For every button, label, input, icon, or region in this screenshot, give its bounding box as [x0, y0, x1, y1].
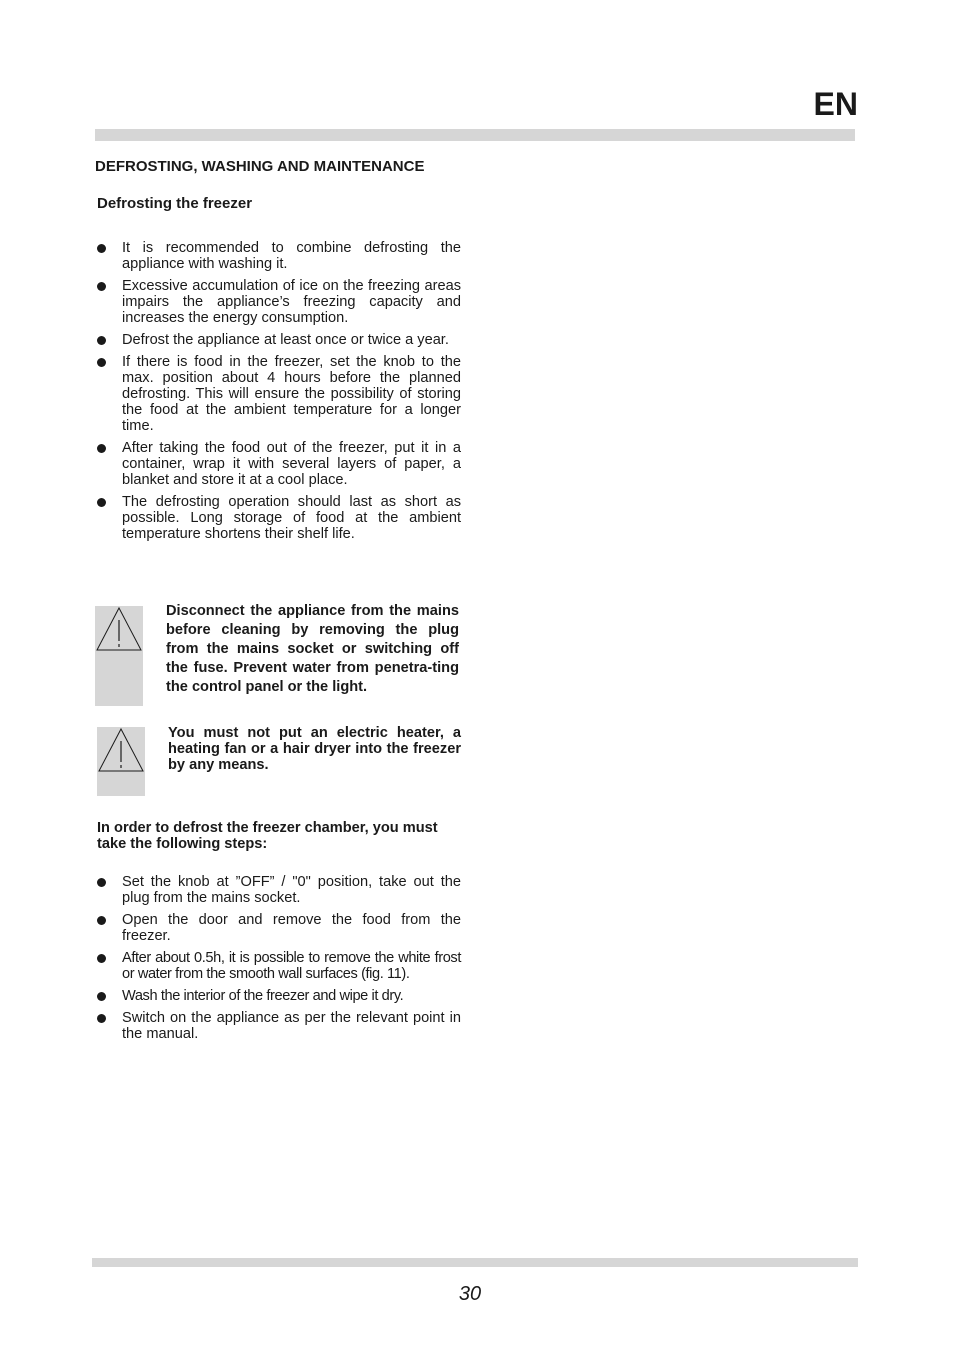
bullet-icon	[97, 282, 106, 291]
list-item: After taking the food out of the freezer, put it in a container, wrap it with several layers of paper, a blanket and store it at a cool place.	[97, 440, 461, 488]
page-number: 30	[458, 1283, 482, 1305]
steps-intro: In order to defrost the freezer chamber, you must take the following steps:	[97, 820, 438, 852]
warning-triangle-icon	[95, 606, 143, 654]
defrost-steps-list	[97, 874, 461, 1048]
warning-box	[95, 606, 143, 706]
subsection-title: Defrosting the freezer	[97, 195, 253, 212]
footer-divider	[92, 1258, 858, 1267]
warning-text-heater: You must not put an electric heater, a heating fan or a hair dryer into the freezer by any means.	[168, 725, 461, 773]
bullet-icon	[97, 954, 106, 963]
list-item: It is recommended to combine defrosting the appliance with washing it.	[97, 240, 461, 272]
list-item: Set the knob at ”OFF” / "0" position, take out the plug from the mains socket.	[97, 874, 461, 906]
warning-box	[97, 727, 145, 796]
warning-text-disconnect: Disconnect the appliance from the mains before cleaning by removing the plug from the mains socket or switching off the fuse. Prevent water from penetra-ting the control panel or the light.	[166, 603, 459, 695]
bullet-icon	[97, 244, 106, 253]
list-item: Switch on the appliance as per the relevant point in the manual.	[97, 1010, 461, 1042]
list-item: Wash the interior of the freezer and wipe it dry.	[97, 988, 461, 1004]
bullet-icon	[97, 1014, 106, 1023]
list-item: Open the door and remove the food from the freezer.	[97, 912, 461, 944]
bullet-icon	[97, 336, 106, 345]
list-item: If there is food in the freezer, set the knob to the max. position about 4 hours before the planned defrosting. This will ensure the possibility of storing the food at the ambient temperature for a longer time.	[97, 354, 461, 434]
warning-triangle-icon	[97, 727, 145, 775]
bullet-icon	[97, 358, 106, 367]
section-title: DEFROSTING, WASHING AND MAINTENANCE	[95, 158, 425, 175]
defrost-points-list	[97, 240, 461, 548]
list-item: Defrost the appliance at least once or twice a year.	[97, 332, 461, 348]
bullet-icon	[97, 498, 106, 507]
header-divider	[95, 129, 855, 141]
bullet-icon	[97, 444, 106, 453]
bullet-icon	[97, 878, 106, 887]
list-item: Excessive accumulation of ice on the freezing areas impairs the appliance’s freezing capacity and increases the energy consumption.	[97, 278, 461, 326]
bullet-icon	[97, 916, 106, 925]
list-item: The defrosting operation should last as short as possible. Long storage of food at the ambient temperature shortens their shelf life.	[97, 494, 461, 542]
list-item: After about 0.5h, it is possible to remove the white frost or water from the smooth wall surfaces (fig. 11).	[97, 950, 461, 982]
bullet-icon	[97, 992, 106, 1001]
language-code: EN	[813, 86, 858, 122]
